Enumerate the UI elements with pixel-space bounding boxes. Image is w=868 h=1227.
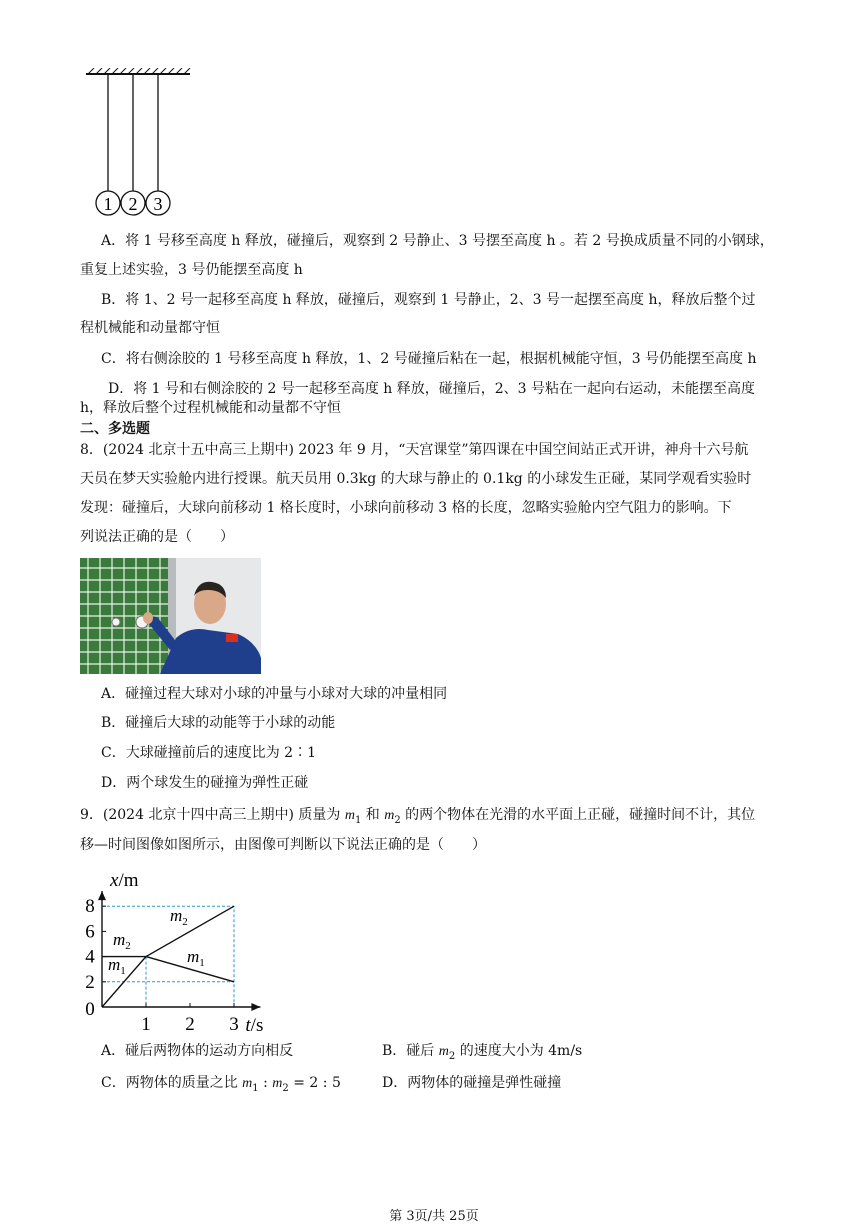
q7-option-b-line1: B．将 1、2 号一起移至高度 h 释放，碰撞后，观察到 1 号静止，2、3 号一起摆至高度 h，释放后整个过	[101, 292, 756, 308]
q9-option-b: B．碰后 $m_2$ 的速度大小为 4m/s	[382, 1043, 583, 1062]
y-axis-arrow	[98, 891, 106, 900]
y-tick-label: 6	[85, 921, 95, 943]
q7-option-d-line1: D．将 1 号和右侧涂胶的 2 号一起移至高度 h 释放，碰撞后，2、3 号粘在一起向右运动，未能摆至高度	[108, 381, 756, 397]
ball-label: 1	[103, 194, 113, 214]
q8-option-d: D．两个球发生的碰撞为弹性正碰	[101, 775, 309, 791]
q7-option-a-line2: 重复上述实验，3 号仍能摆至高度 h	[80, 262, 303, 278]
x-tick-label: 1	[141, 1014, 151, 1032]
y-tick-label: 2	[85, 971, 95, 993]
q9-option-a: A．碰后两物体的运动方向相反	[101, 1043, 294, 1059]
q8-option-a: A．碰撞过程大球对小球的冲量与小球对大球的冲量相同	[101, 686, 448, 702]
ball-label: 3	[153, 194, 163, 214]
q8-stem: 天员在梦天实验舱内进行授课。航天员用 0.3kg 的大球与静止的 0.1kg 的小球发生正碰，某同学观看实验时	[80, 471, 752, 487]
astronaut-photo	[80, 558, 261, 674]
q9-stem: 9．(2024 北京十四中高三上期中) 质量为 $m_1$ 和 $m_2$ 的两个物体在光滑的水平面上正碰，碰撞时间不计，其位	[80, 807, 756, 826]
page-footer: 第 3页/共 25页	[389, 1209, 479, 1224]
series-label-m2: $m_2$	[170, 906, 188, 928]
q9-stem: 移—时间图像如图所示，由图像可判断以下说法正确的是（ ）	[80, 837, 486, 853]
series-label-m1: $m_1$	[187, 947, 205, 969]
q8-stem: 发现：碰撞后，大球向前移动 1 格长度时，小球向前移动 3 格的长度，忽略实验舱内空气阻力的影响。下	[80, 500, 732, 516]
y-axis-label: x/m	[110, 870, 139, 891]
x-tick-label: 3	[229, 1014, 239, 1032]
q9-option-d: D．两物体的碰撞是弹性碰撞	[382, 1075, 562, 1091]
series-label-m1: $m_1$	[108, 955, 126, 977]
q7-option-d-line2: h，释放后整个过程机械能和动量都不守恒	[80, 400, 342, 416]
q7-option-a-line1: A．将 1 号移至高度 h 释放，碰撞后，观察到 2 号静止、3 号摆至高度 h 。若 2 号换成质量不同的小钢球，	[101, 233, 774, 249]
series-label-m2: $m_2$	[113, 930, 131, 952]
y-tick-label: 8	[85, 896, 95, 918]
q7-option-b-line2: 程机械能和动量都守恒	[80, 320, 220, 336]
y-tick-label: 4	[85, 946, 95, 968]
origin-label: 0	[85, 999, 95, 1020]
section-heading: 二、多选题	[80, 421, 150, 437]
ball-label: 2	[128, 194, 138, 214]
pendulum-figure	[84, 68, 194, 218]
q8-stem: 列说法正确的是（ ）	[80, 529, 234, 545]
x-axis-label: t/s	[245, 1015, 264, 1032]
q9-option-c: C．两物体的质量之比 $m_1$ : $m_2 = 2$ : 5	[101, 1075, 341, 1094]
x-tick-label: 2	[185, 1014, 195, 1032]
q7-option-c: C．将右侧涂胶的 1 号移至高度 h 释放，1、2 号碰撞后粘在一起，根据机械能守恒，3 号仍能摆至高度 h	[101, 351, 757, 367]
q8-stem: 8．(2024 北京十五中高三上期中) 2023 年 9 月，“天宫课堂”第四课在中国空间站正式开讲，神舟十六号航	[80, 442, 749, 458]
q8-option-c: C．大球碰撞前后的速度比为 2∶1	[101, 745, 316, 761]
x-axis-arrow	[251, 1003, 260, 1011]
xt-chart	[80, 866, 300, 1032]
q8-option-b: B．碰撞后大球的动能等于小球的动能	[101, 715, 336, 731]
